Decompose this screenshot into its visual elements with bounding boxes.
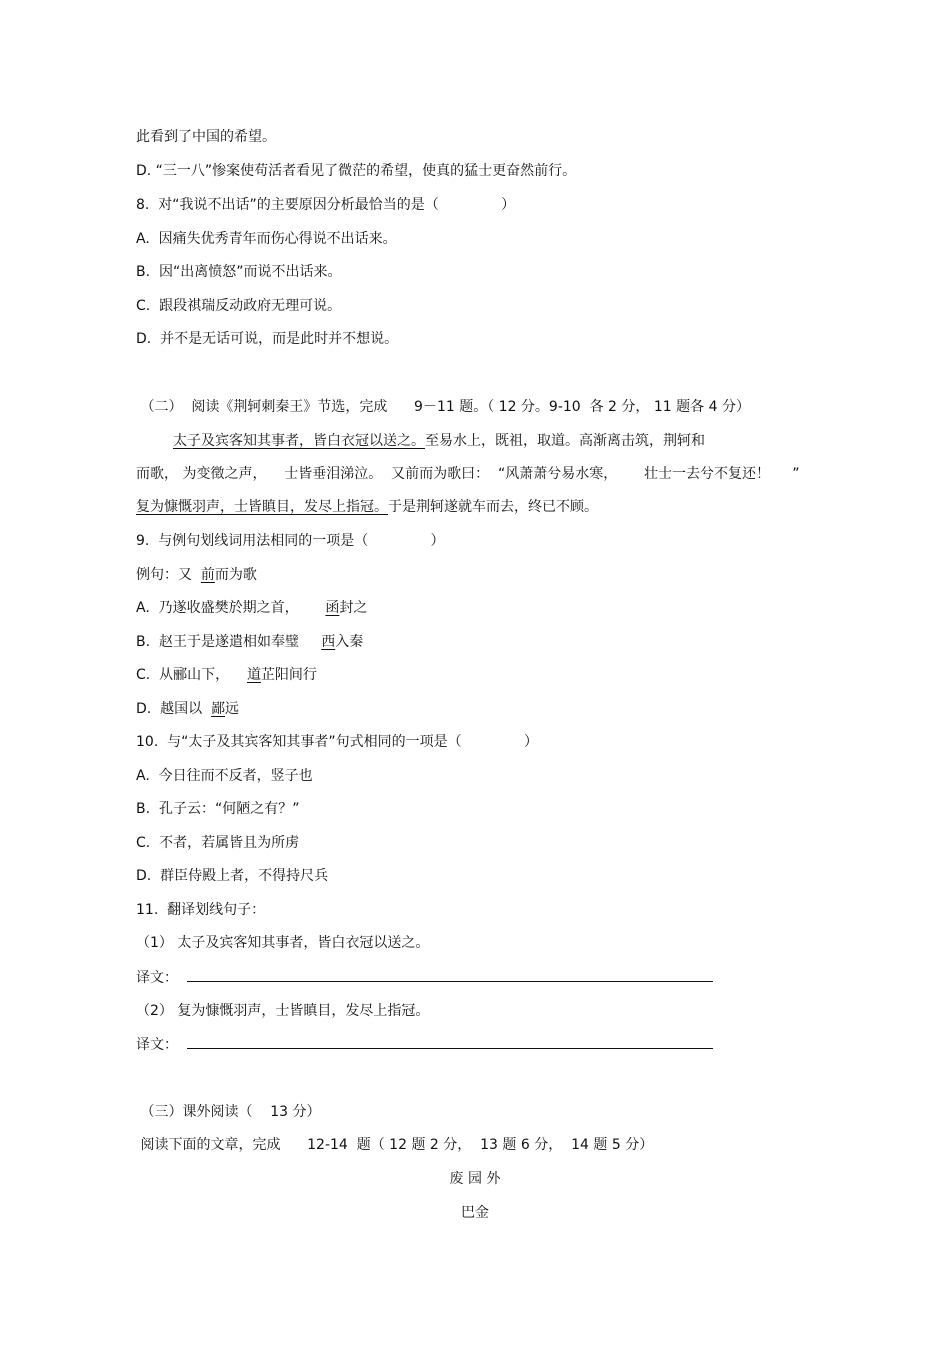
answer-blank[interactable] <box>187 1034 713 1049</box>
option-c <box>136 665 317 685</box>
option-text: C. 从郦山下， <box>136 667 247 683</box>
option-a: A. 因痛失优秀青年而伤心得说不出话来。 <box>136 231 397 247</box>
option-text: D. 越国以 <box>136 701 212 717</box>
option-c: C. 跟段祺瑞反动政府无理可说。 <box>136 298 342 314</box>
option-a: A. 今日往而不反者，竖子也 <box>136 768 313 784</box>
question-11-2: （2） 复为慷慨羽声，士皆瞋目，发尽上指冠。 <box>136 1003 430 1019</box>
option-c: C. 不者，若属皆且为所虏 <box>136 835 300 851</box>
question-11: 11. 翻译划线句子： <box>136 902 266 918</box>
article-title: 废 园 外 <box>449 1171 501 1187</box>
option-b <box>136 632 363 652</box>
underlined-word: 鄙 <box>211 701 226 717</box>
option-a <box>136 598 367 618</box>
option-text: 封之 <box>339 600 368 616</box>
passage-text: 于是荆轲遂就车而去，终已不顾。 <box>388 499 598 515</box>
passage-line-2: 而歌， 为变徵之声， 士皆垂泪涕泣。 又前而为歌曰： “风萧萧兮易水寒， 壮士一去兮不复还！ ” <box>136 466 800 482</box>
option-text: 芷阳间行 <box>260 667 317 683</box>
underlined-sentence-2: 复为慷慨羽声，士皆瞋目，发尽上指冠。 <box>136 499 388 515</box>
article-author: 巴金 <box>461 1205 489 1221</box>
passage-text: 至易水上，既祖，取道。高渐离击筑，荆轲和 <box>425 433 705 449</box>
passage-line-3 <box>136 497 598 517</box>
section-2-heading: （二） 阅读《荆轲刺秦王》节选，完成 9－11 题。（ 12 分。9-10 各 2 分， 11 题各 4 分） <box>136 399 750 415</box>
example-text: 而为歌 <box>214 567 257 583</box>
option-text: 入秦 <box>335 634 364 650</box>
question-11-1: （1） 太子及宾客知其事者，皆白衣冠以送之。 <box>136 935 430 951</box>
example-sentence <box>136 565 257 585</box>
option-text: B. 赵王于是遂遣相如奉璧 <box>136 634 322 650</box>
text-line: 此看到了中国的希望。 <box>136 129 276 145</box>
translation-label: 译文： <box>136 970 178 986</box>
example-label: 例句：又 <box>136 567 201 583</box>
translation-line-1 <box>136 967 713 988</box>
translation-label: 译文： <box>136 1037 178 1053</box>
answer-blank[interactable] <box>187 967 713 982</box>
translation-line-2 <box>136 1034 713 1055</box>
underlined-word: 西 <box>321 634 336 650</box>
section-3-instructions: 阅读下面的文章，完成 12-14 题（ 12 题 2 分， 13 题 6 分， 14 题 5 分） <box>136 1137 654 1153</box>
underlined-word: 函 <box>325 600 340 616</box>
underlined-word: 道 <box>246 667 261 683</box>
question-10: 10. 与“太子及其宾客知其事者”句式相同的一项是（ ） <box>136 734 538 750</box>
option-d <box>136 699 239 719</box>
question-8: 8. 对“我说不出话”的主要原因分析最恰当的是（ ） <box>136 197 516 213</box>
option-b: B. 因“出离愤怒”而说不出话来。 <box>136 264 342 280</box>
option-d: D. 并不是无话可说，而是此时并不想说。 <box>136 331 399 347</box>
section-3-heading: （三）课外阅读（ 13 分） <box>136 1104 321 1120</box>
underlined-sentence-1: 太子及宾客知其事者，皆白衣冠以送之。 <box>173 433 425 449</box>
passage-line-1 <box>173 431 705 451</box>
option-text: A. 乃遂收盛樊於期之首， <box>136 600 326 616</box>
question-9: 9. 与例句划线词用法相同的一项是（ ） <box>136 533 445 549</box>
option-b: B. 孔子云：“何陋之有？” <box>136 801 300 817</box>
option-d: D. 群臣侍殿上者，不得持尺兵 <box>136 868 329 884</box>
option-text: 远 <box>225 701 240 717</box>
underlined-word: 前 <box>200 567 215 583</box>
option-d: D. “三一八”惨案使苟活者看见了微茫的希望，使真的猛士更奋然前行。 <box>136 163 577 179</box>
